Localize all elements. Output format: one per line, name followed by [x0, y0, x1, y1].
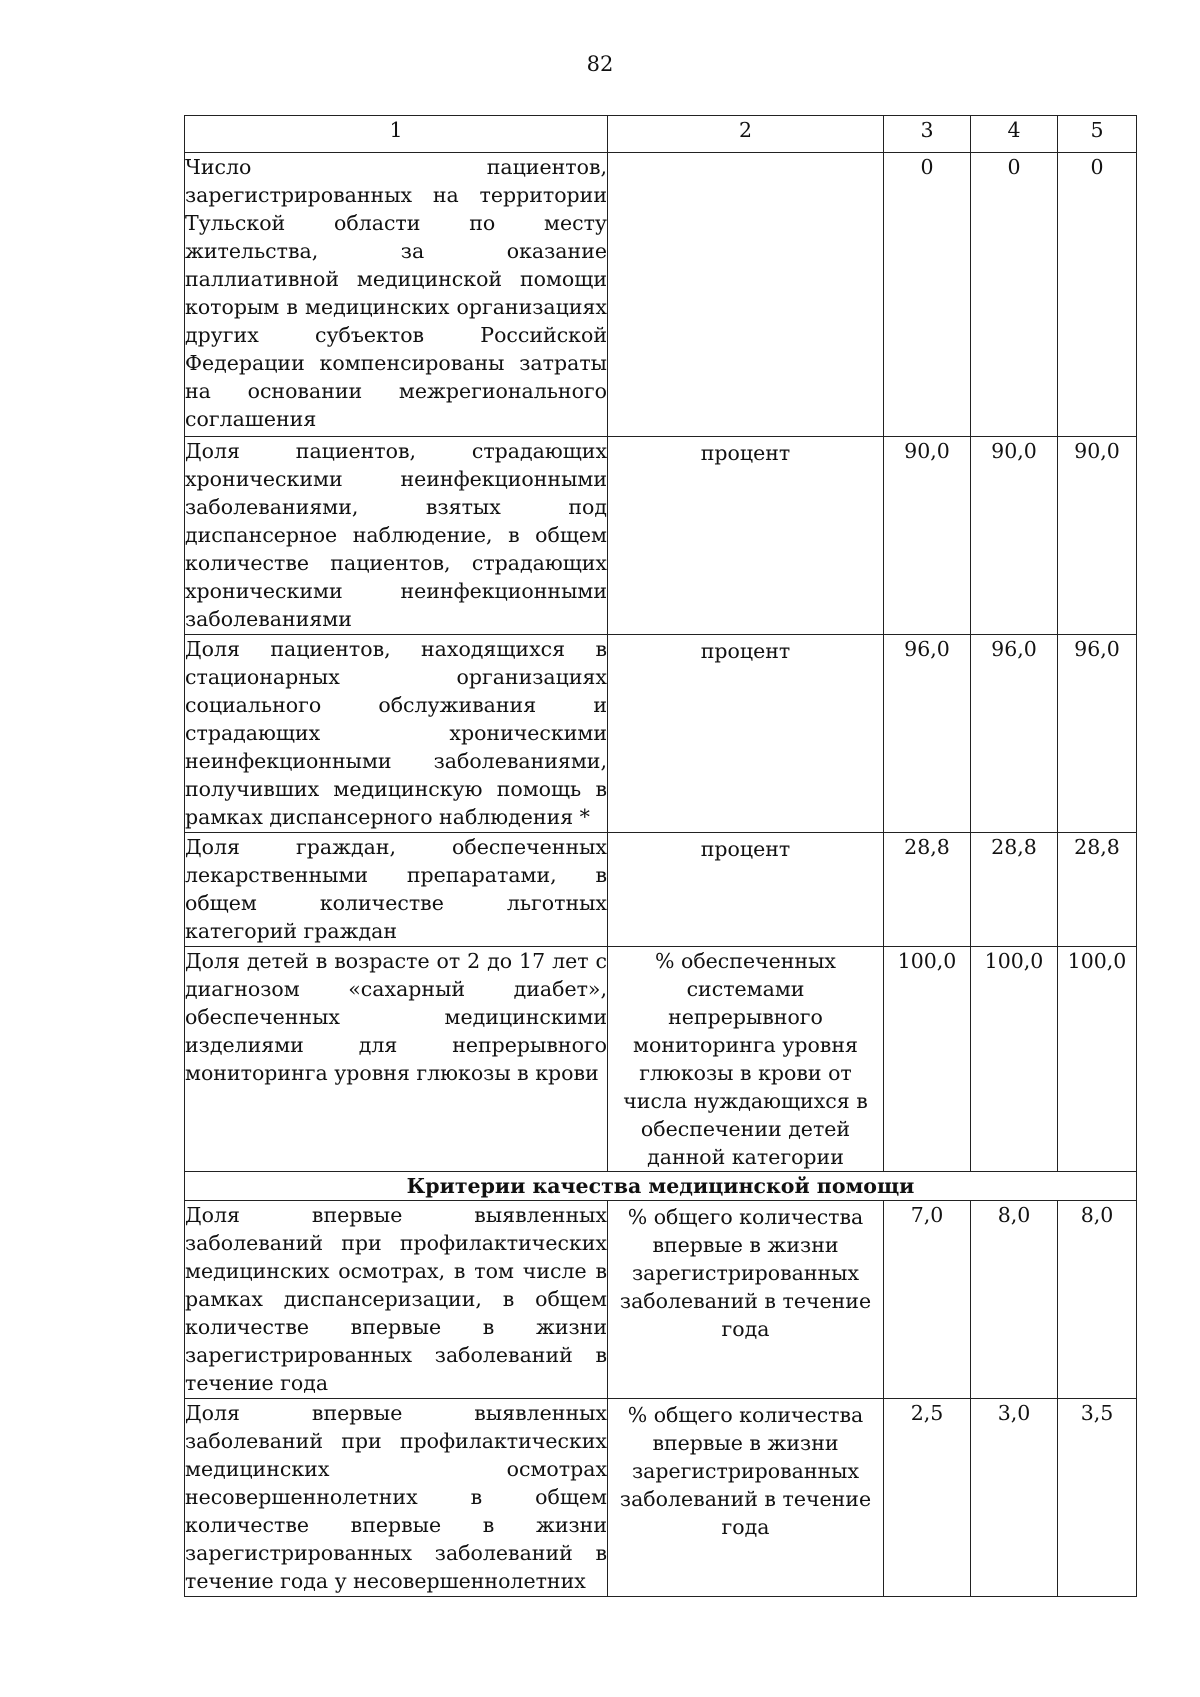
- indicator-name: Доля впервые выявленных заболеваний при профилактических медицинских осмотрах несовершеннолетних в общем количестве впервые в жизни зарегистрированных заболеваний в течение года у несовершеннолетних: [185, 1399, 608, 1597]
- indicator-name: Доля впервые выявленных заболеваний при профилактических медицинских осмотрах, в том числе в рамках диспансеризации, в общем количестве впервые в жизни зарегистрированных заболеваний в течение года: [185, 1201, 608, 1399]
- value-col-4: 3,0: [971, 1399, 1058, 1597]
- indicator-unit: [608, 153, 884, 437]
- indicator-name: Доля граждан, обеспеченных лекарственными препаратами, в общем количестве льготных категорий граждан: [185, 833, 608, 947]
- value-col-3: 7,0: [884, 1201, 971, 1399]
- value-col-5: 3,5: [1058, 1399, 1137, 1597]
- value-col-3: 0: [884, 153, 971, 437]
- value-col-3: 100,0: [884, 947, 971, 1172]
- value-col-3: 2,5: [884, 1399, 971, 1597]
- value-col-5: 8,0: [1058, 1201, 1137, 1399]
- column-header-1: 1: [185, 116, 608, 153]
- table-row: [185, 1201, 1137, 1399]
- column-header-5: 5: [1058, 116, 1137, 153]
- table-header-row: [185, 116, 1137, 153]
- value-col-3: 90,0: [884, 437, 971, 635]
- section-title: Критерии качества медицинской помощи: [185, 1172, 1137, 1201]
- indicator-name: Число пациентов, зарегистрированных на территории Тульской области по месту жительства, за оказание паллиативной медицинской помощи которым в медицинских организациях других субъектов Российской Федерации компенсированы затраты на основании межрегионального соглашения: [185, 153, 608, 437]
- value-col-5: 100,0: [1058, 947, 1137, 1172]
- indicator-unit: % общего количества впервые в жизни зарегистрированных заболеваний в течение года: [608, 1201, 884, 1399]
- indicator-unit: процент: [608, 635, 884, 833]
- value-col-5: 28,8: [1058, 833, 1137, 947]
- indicator-name: Доля детей в возрасте от 2 до 17 лет с диагнозом «сахарный диабет», обеспеченных медицинскими изделиями для непрерывного мониторинга уровня глюкозы в крови: [185, 947, 608, 1172]
- value-col-3: 28,8: [884, 833, 971, 947]
- value-col-5: 96,0: [1058, 635, 1137, 833]
- indicator-unit: процент: [608, 437, 884, 635]
- value-col-4: 90,0: [971, 437, 1058, 635]
- table-row: [185, 635, 1137, 833]
- page-number: 82: [586, 52, 614, 76]
- value-col-3: 96,0: [884, 635, 971, 833]
- column-header-4: 4: [971, 116, 1058, 153]
- column-header-3: 3: [884, 116, 971, 153]
- value-col-4: 100,0: [971, 947, 1058, 1172]
- value-col-4: 96,0: [971, 635, 1058, 833]
- indicator-unit: % общего количества впервые в жизни зарегистрированных заболеваний в течение года: [608, 1399, 884, 1597]
- indicator-unit: % обеспеченных системами непрерывного мониторинга уровня глюкозы в крови от числа нуждающихся в обеспечении детей данной категории: [608, 947, 884, 1172]
- value-col-5: 0: [1058, 153, 1137, 437]
- table-row: [185, 1399, 1137, 1597]
- table-row: [185, 437, 1137, 635]
- value-col-4: 0: [971, 153, 1058, 437]
- indicator-unit: процент: [608, 833, 884, 947]
- section-row: [185, 1172, 1137, 1201]
- table-row: [185, 833, 1137, 947]
- indicator-name: Доля пациентов, находящихся в стационарных организациях социального обслуживания и страдающих хроническими неинфекционными заболеваниями, получивших медицинскую помощь в рамках диспансерного наблюдения *: [185, 635, 608, 833]
- table-row: [185, 947, 1137, 1172]
- column-header-2: 2: [608, 116, 884, 153]
- indicators-table: [184, 115, 1137, 1597]
- value-col-5: 90,0: [1058, 437, 1137, 635]
- table-row: [185, 153, 1137, 437]
- value-col-4: 8,0: [971, 1201, 1058, 1399]
- indicator-name: Доля пациентов, страдающих хроническими неинфекционными заболеваниями, взятых под диспансерное наблюдение, в общем количестве пациентов, страдающих хроническими неинфекционными заболеваниями: [185, 437, 608, 635]
- value-col-4: 28,8: [971, 833, 1058, 947]
